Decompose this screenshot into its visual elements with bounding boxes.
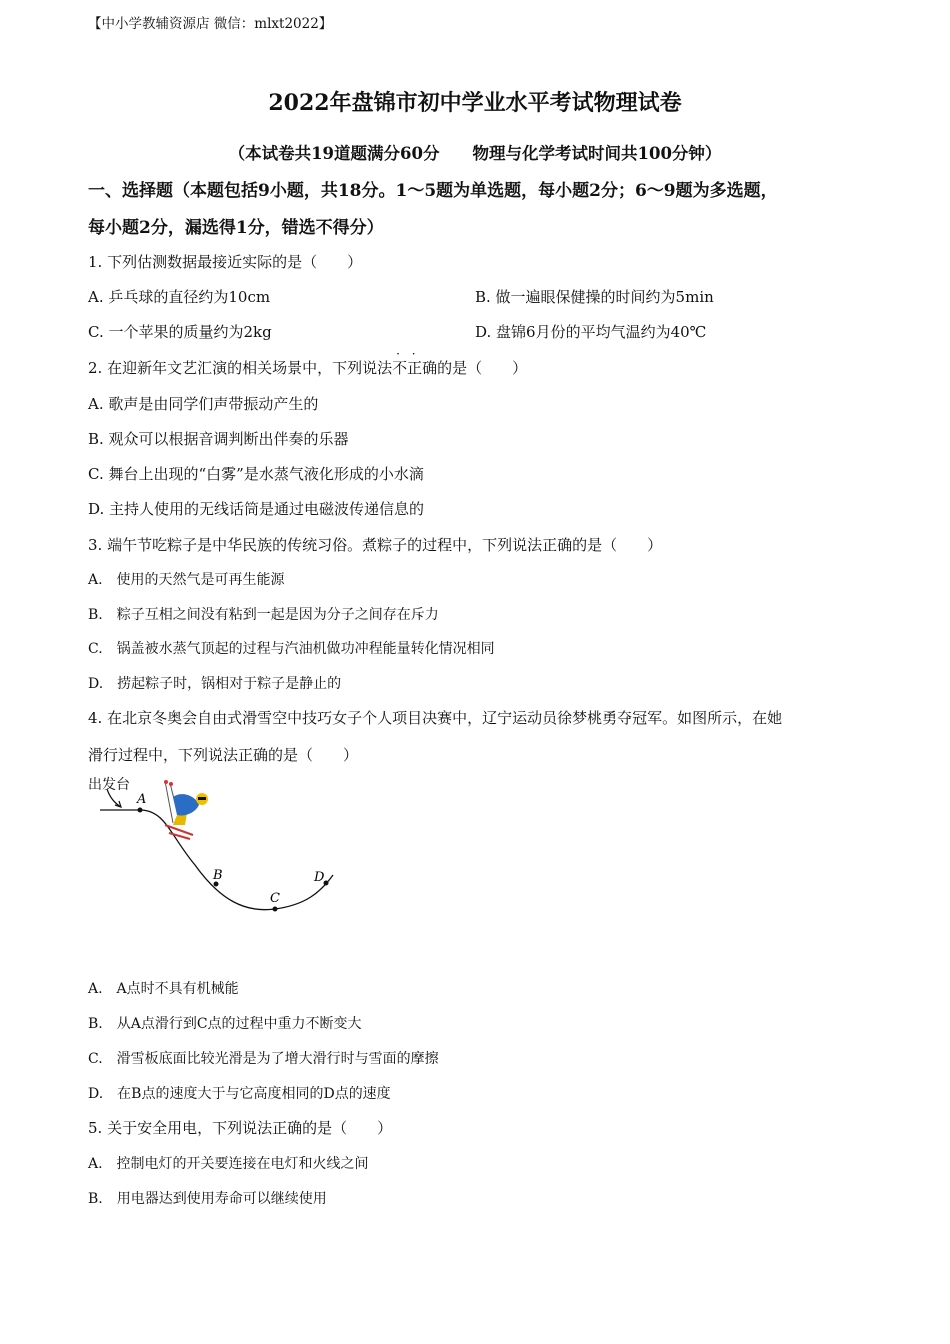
q2-option-b: B. 观众可以根据音调判断出伴奏的乐器: [88, 430, 349, 448]
q2-option-d: D. 主持人使用的无线话筒是通过电磁波传递信息的: [88, 500, 425, 518]
q4-stem-line2: 滑行过程中，下列说法正确的是（ ）: [88, 746, 359, 764]
section-heading-line1: 一、选择题（本题包括9小题，共18分。1～5题为单选题，每小题2分；6～9题为多选题，: [88, 181, 778, 201]
q4-option-b: B. 从A点滑行到C点的过程中重力不断变大: [88, 1016, 362, 1032]
q1-stem: 1. 下列估测数据最接近实际的是（ ）: [88, 253, 363, 271]
q5-option-b: B. 用电器达到使用寿命可以继续使用: [88, 1191, 327, 1207]
q3-option-d: D. 捞起粽子时，锅相对于粽子是静止的: [88, 676, 342, 692]
q4-option-c: C. 滑雪板底面比较光滑是为了增大滑行时与雪面的摩擦: [88, 1051, 439, 1067]
ski-track-figure: [95, 775, 345, 920]
q4-option-d: D. 在B点的速度大于与它高度相同的D点的速度: [88, 1086, 391, 1102]
q1-option-a: A. 乒乓球的直径约为10cm: [88, 288, 271, 306]
page-title: 2022年盘锦市初中学业水平考试物理试卷: [268, 90, 682, 116]
point-d-label: D: [314, 870, 325, 885]
point-a-label: A: [137, 792, 147, 807]
q5-option-a: A. 控制电灯的开关要连接在电灯和火线之间: [88, 1156, 369, 1172]
q3-stem: 3. 端午节吃粽子是中华民族的传统习俗。煮粽子的过程中，下列说法正确的是（ ）: [88, 536, 663, 554]
q4-option-a: A. A点时不具有机械能: [88, 981, 239, 997]
start-arrow: [107, 789, 121, 807]
page-subtitle: （本试卷共19道题满分60分 物理与化学考试时间共100分钟）: [228, 144, 722, 163]
q2-stem-post: 确的是（ ）: [422, 359, 528, 377]
ski-track: [100, 810, 333, 910]
q2-option-a: A. 歌声是由同学们声带振动产生的: [88, 395, 319, 413]
q3-option-a: A. 使用的天然气是可再生能源: [88, 572, 285, 588]
q2-option-c: C. 舞台上出现的“白雾”是水蒸气液化形成的小水滴: [88, 465, 424, 483]
point-c-dot: [273, 907, 278, 912]
q2-stem-pre: 2. 在迎新年文艺汇演的相关场景中，下列说法: [88, 359, 393, 377]
q4-stem-line1: 4. 在北京冬奥会自由式滑雪空中技巧女子个人项目决赛中，辽宁运动员徐梦桃勇夺冠军。如图所示，在她: [88, 709, 783, 727]
q2-stem: [88, 357, 527, 378]
point-c-label: C: [270, 891, 280, 906]
figure-start-label: 出发台: [88, 777, 130, 793]
q1-option-d: D. 盘锦6月份的平均气温约为40℃: [475, 323, 707, 341]
q3-option-b: B. 粽子互相之间没有粘到一起是因为分子之间存在斥力: [88, 607, 439, 623]
q2-stem-emphasis: 不正 · ·: [392, 359, 422, 377]
q1-option-c: C. 一个苹果的质量约为2kg: [88, 323, 272, 341]
point-a-dot: [138, 808, 143, 813]
page-header: 【中小学教辅资源店 微信：mlxt2022】: [88, 16, 333, 32]
section-heading-line2: 每小题2分，漏选得1分，错选不得分）: [88, 218, 384, 238]
q3-option-c: C. 锅盖被水蒸气顶起的过程与汽油机做功冲程能量转化情况相同: [88, 641, 495, 657]
q1-option-b: B. 做一遍眼保健操的时间约为5min: [475, 288, 714, 306]
q5-stem: 5. 关于安全用电，下列说法正确的是（ ）: [88, 1119, 393, 1137]
point-b-label: B: [213, 868, 223, 883]
